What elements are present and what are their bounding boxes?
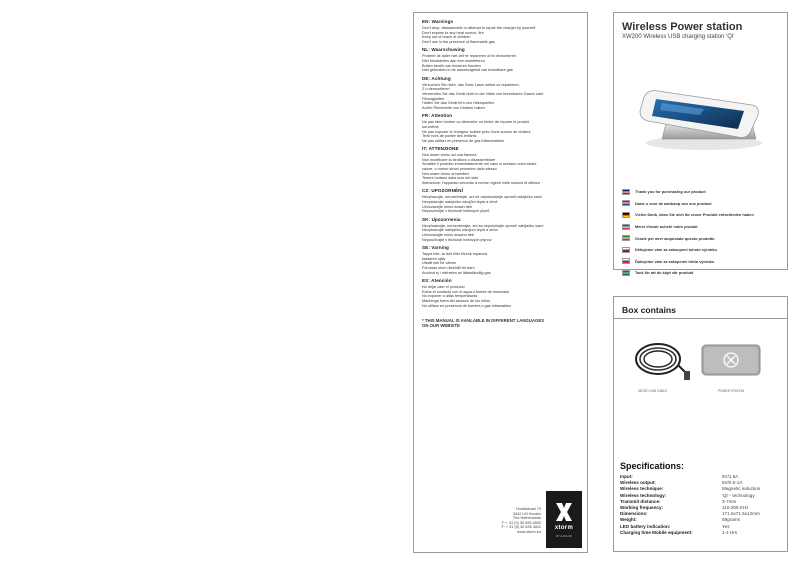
thank-you-row	[622, 244, 782, 256]
warning-line: Nepoužívejte v blízkosti hořlavých plynů	[422, 209, 490, 214]
cover-title: Wireless Power station	[622, 21, 743, 33]
warning-line: Z u demontieren	[422, 87, 450, 92]
spec-key: LED battery indication:	[620, 523, 671, 529]
cover-page	[613, 12, 788, 276]
flag-icon	[622, 224, 630, 230]
thank-you-text: Dank u voor de aankoop van ons product	[635, 200, 712, 206]
warning-line: Utsätt inte för värme	[422, 261, 457, 266]
flag-icon	[622, 200, 630, 206]
address-line: Hoofdstraat 79	[516, 507, 541, 511]
warning-section	[422, 245, 579, 275]
spec-key: Wireless technique:	[620, 486, 664, 492]
warning-section	[422, 188, 579, 213]
warning-title: CZ: UPOZORNĚNÍ	[422, 188, 463, 194]
spec-key: Weight:	[620, 517, 637, 523]
spec-key: Transmit distance:	[620, 498, 661, 504]
warning-line: Niet blootstellen aan een warmtebron	[422, 58, 485, 63]
spec-value: 69grams	[722, 517, 740, 523]
warning-line: Förvaras utom räckhåll för barn	[422, 265, 475, 270]
warning-line: Versuchen Sie nicht, das Solar Laser selbst zu reparieren,	[422, 82, 520, 87]
box-contents-page	[613, 296, 788, 552]
address-line: www.xtorm.eu	[517, 529, 541, 534]
warning-line: Niet gebruiken in de aanwezigheid van brandbare gas	[422, 68, 513, 73]
warning-section	[422, 76, 579, 111]
flag-icon	[622, 212, 630, 218]
warning-line: soi-même	[422, 124, 439, 129]
warning-title: DE: Achtung	[422, 75, 451, 81]
thank-you-text: Vielen Dank, dass Sie sich für unser Produkt entschieden haben	[635, 212, 754, 218]
warning-line: Verwenden Sie das Gerät nicht in der Nähe von brennbaren Gasen oder	[422, 91, 544, 96]
warning-title: ES: Atención	[422, 278, 452, 284]
spec-key: Input:	[620, 474, 633, 479]
logo-tag: BY A-SOLAR	[556, 535, 572, 538]
warning-title: EN: Warnings	[422, 19, 454, 24]
warning-title: NL: Waarschuwing	[422, 47, 465, 53]
charging-station-with-phone-image	[634, 83, 766, 153]
warning-line: Nevyhazujte, nerozebírejte, ani se nepokoušejte opravit nabíječku sami	[422, 195, 542, 200]
warning-line: Smaltire il prodotto immediatamente nel caso si sentano odori strani,	[422, 162, 538, 167]
warning-line: No utilizar en presencia de fuentes o gas inflamables	[422, 303, 512, 308]
manual-note-line: * THIS MANUAL IS AVAILABLE IN DIFFERENT LANGUAGES	[422, 318, 545, 324]
box-title: Box contains	[622, 305, 676, 315]
warning-line: Uchovávejte mimo dosah dětí	[422, 204, 473, 209]
warning-line: Non modificare la struttura o disassemblare	[422, 157, 496, 162]
warning-line: Tappa inte, ta isär eller försök reparera	[422, 252, 488, 257]
flag-icon	[622, 189, 630, 195]
thank-you-row	[622, 267, 782, 279]
specifications-title: Specifications:	[620, 461, 685, 471]
spec-value: Magnetic induction	[722, 486, 761, 492]
spec-value: 5V/1.5A	[722, 474, 739, 479]
spec-value: 1-4 Hrs	[722, 529, 738, 535]
warning-line: Halten Sie das Gerät fern von Hitzequellen	[422, 101, 494, 106]
warning-line: Buiten bereik van kinderen houden	[422, 63, 481, 68]
warning-section	[422, 217, 579, 242]
thank-you-row	[622, 256, 782, 268]
thank-you-row	[622, 198, 782, 210]
thank-you-text: Thank you for purchasing our product	[635, 189, 706, 195]
thank-you-row	[622, 221, 782, 233]
manual-note	[422, 318, 579, 328]
warning-line: Non usare vicino ad una fiamma	[422, 153, 477, 158]
flag-icon	[622, 270, 630, 276]
warning-line: Attenzione: l'apparato secondo a norme vigenti nelle nazioni di utilizzo	[422, 180, 540, 185]
thank-you-row	[622, 232, 782, 244]
warnings-list	[422, 19, 579, 308]
warning-line: Nevyhadzujte, nerozoberajte, ani sa nepokúšajte opraviť nabíjačku sami	[422, 223, 544, 228]
warning-title: FR: Attention	[422, 113, 453, 119]
warning-section	[422, 146, 579, 185]
spec-key: Working frequency:	[620, 504, 664, 510]
spec-value: 5V/0.5-1A	[722, 480, 743, 486]
spec-key: Wireless technology:	[620, 492, 667, 498]
flag-icon	[622, 235, 630, 241]
warning-section	[422, 19, 579, 44]
warning-line: Don't expose to any heat source, fire	[422, 30, 484, 35]
logo-word: xtorm	[554, 525, 574, 531]
warning-line: Tenir hors de portée des enfants	[422, 134, 477, 139]
thank-you-text: Grazie per aver acquistato questo prodotto	[635, 235, 715, 241]
warning-line: Ne pas utiliser en présence de gaz inflammables	[422, 138, 504, 143]
usb-cable-image	[630, 335, 692, 383]
warning-title: IT: ATTENZIONE	[422, 146, 459, 152]
flag-icon	[622, 258, 630, 264]
warning-line: Flüssigkeiten	[422, 96, 445, 101]
warning-section	[422, 278, 579, 308]
warning-line: Don't use in the presence of flammable gas	[422, 39, 495, 44]
warning-line: Evitar el contacto con el agua o fuente de humedad	[422, 289, 509, 294]
warning-line: calore, o rumori strani provenire dallo stesso	[422, 167, 497, 172]
warning-line: Ne pas exposer le chargeur solaire près d'une source de chaleur	[422, 129, 531, 134]
warning-line: Non usare vicino ai bambini	[422, 171, 469, 176]
spec-key: Dimensions:	[620, 511, 648, 517]
manual-note-line: ON OUR WEBSITE	[422, 323, 460, 329]
warning-title: SE: Varning	[422, 245, 449, 251]
warning-line: Don't drop, disassemble or attempt to repair the charger by yourself	[422, 26, 536, 30]
spec-value: Yes	[722, 523, 730, 529]
warning-line: laddaren själv	[422, 256, 446, 261]
specifications-table	[620, 474, 780, 536]
spec-key: Wireless output:	[620, 480, 656, 486]
warnings-page	[413, 12, 588, 553]
spec-key: Charging time Mobile equipment:	[620, 529, 693, 535]
thank-you-list	[622, 186, 782, 279]
warning-line: No exponer a altas temperaturas	[422, 294, 478, 299]
warning-section	[422, 113, 579, 143]
power-station-image	[698, 341, 764, 381]
warning-line: Använd ej i närheten av lättantändlig gas	[422, 270, 491, 275]
warning-line: Außer Reichweite von Kindern halten	[422, 105, 485, 110]
thank-you-text: Ďakujeme vám za zakúpenie tohto výrobku	[635, 258, 715, 264]
box-item-caption: POWER STATION	[718, 389, 745, 393]
warning-line: Keep out of reach of children	[422, 35, 471, 40]
company-address	[451, 507, 541, 535]
warning-line: Nevystavujte nabíječku zdrojům tepla a ohně	[422, 200, 498, 205]
spec-value: 171.5x71.5x12mm	[722, 511, 760, 517]
warning-line: Ne pas faire tomber ou démonter ou tenter de réparer le produit	[422, 120, 530, 125]
xtorm-logo	[546, 491, 582, 548]
cover-subtitle: XW200 Wireless USB charging station 'Qi'	[622, 34, 735, 40]
address-line: 3442 LM Houten	[512, 511, 541, 516]
thank-you-text: Merci d'avoir acheté notre produit	[635, 224, 698, 230]
warning-line: No dejar caer el producto	[422, 285, 465, 290]
warning-line: Tenere lontano dalla luce del sole	[422, 176, 479, 181]
spec-value: 3-7mm	[722, 498, 737, 504]
spec-value: 'Qi' - technology	[722, 492, 755, 498]
warning-line: Mantenga fuera del alcance de los niños	[422, 298, 491, 303]
title-divider	[614, 318, 787, 319]
warning-line: Nepoužívajte v blízkosti horľavých plynov	[422, 237, 492, 242]
thank-you-row	[622, 209, 782, 221]
warning-title: SK: Upozornenia	[422, 216, 461, 222]
spec-row	[620, 530, 780, 536]
warning-line: Probeer de lader niet zelf te repareren of te demonteren	[422, 54, 516, 59]
address-line: F: + 31 (0) 30 635 4811	[501, 525, 541, 530]
warning-section	[422, 47, 579, 72]
thank-you-row	[622, 186, 782, 198]
address-line: T: + 31 (0) 30 695 4800	[501, 520, 541, 525]
warning-line: Uchovávajte mimo dosahu detí	[422, 233, 475, 237]
address-line: The Netherlands	[512, 516, 541, 521]
xtorm-x-icon	[553, 501, 575, 523]
thank-you-text: Tack för att du köpt vår produkt	[635, 270, 694, 276]
warning-line: Nevystavujte nabíjačku zdrojom tepla a ohňa	[422, 228, 498, 233]
thank-you-text: Děkujeme vám za zakoupení tohoto výrobku	[635, 247, 717, 253]
flag-icon	[622, 247, 630, 253]
spec-value: 110-205 KHz	[722, 504, 749, 510]
box-item-caption: MICRO USB CABLE	[638, 389, 668, 393]
